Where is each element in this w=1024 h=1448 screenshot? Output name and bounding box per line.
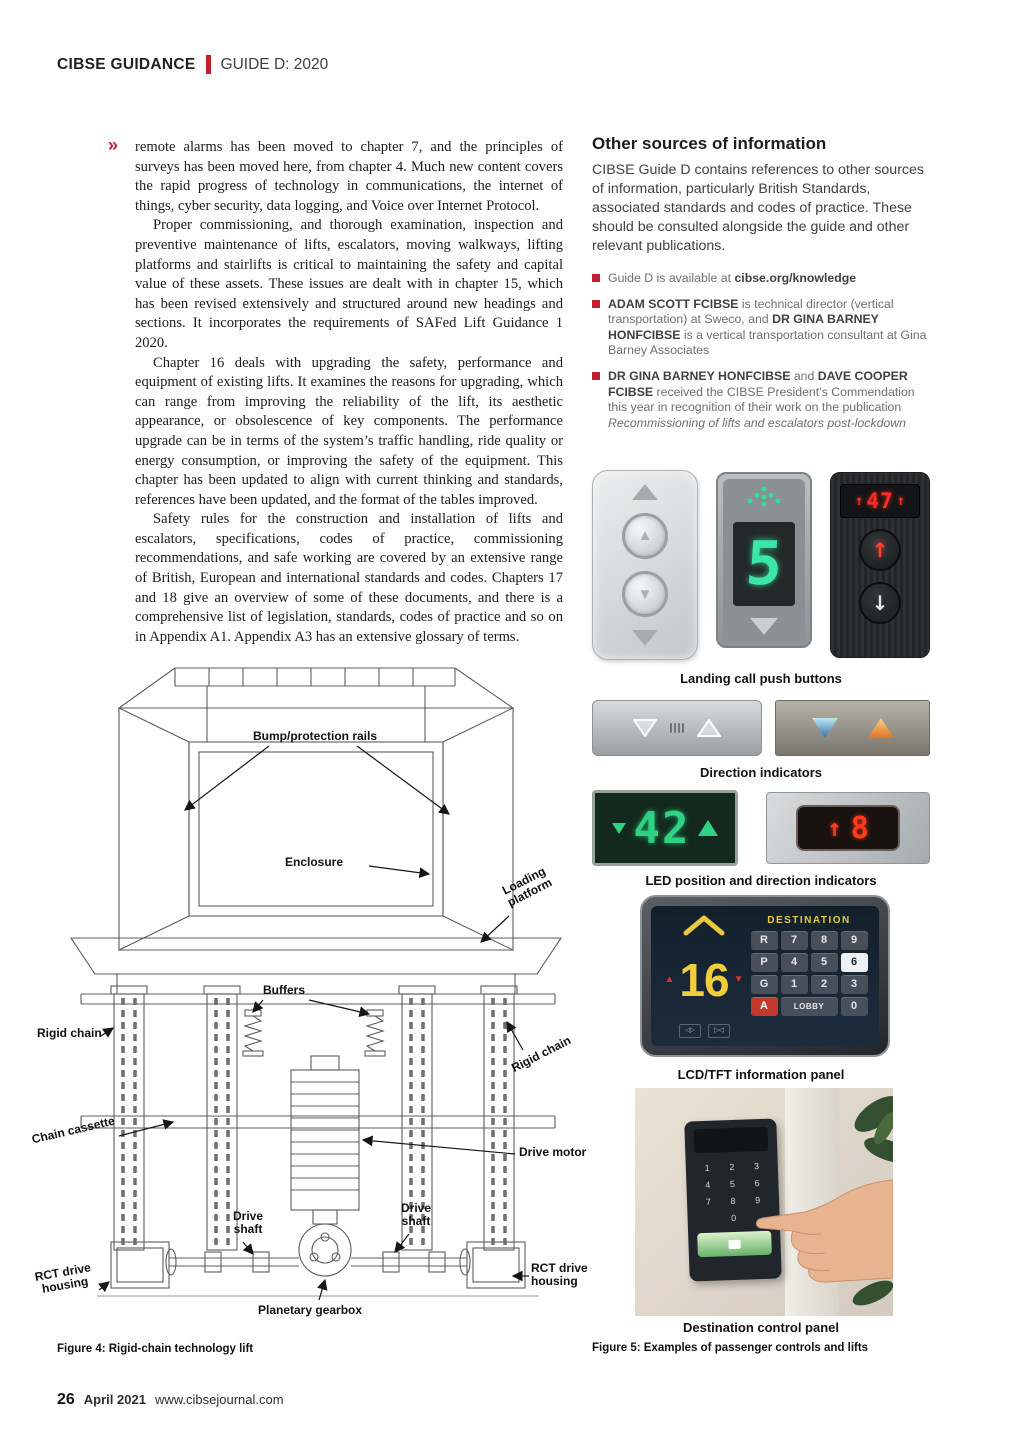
figure4-label: Enclosure [285, 855, 344, 869]
lcd-keypad-section [748, 914, 870, 1038]
yellow-chevron-up-icon [677, 914, 731, 936]
figure4-label: Loading platform [499, 863, 555, 910]
led-caption: LED position and direction indicators [645, 873, 877, 888]
article-body [108, 135, 563, 647]
floor-number: 16 [679, 954, 729, 1006]
figure4-label: Chain cassette [30, 1113, 117, 1147]
led-screen [796, 805, 900, 851]
call-up-button-depiction: ↑ [859, 529, 901, 571]
red-up-arrow-icon: ↑ [827, 814, 842, 842]
page-number: 26 [57, 1391, 75, 1408]
red-up-triangle-icon: ▲ [664, 974, 675, 985]
green-down-arrow-icon [611, 822, 627, 835]
brand-title: CIBSE GUIDANCE [57, 55, 196, 73]
figure4-label: Rigid chain [509, 1033, 574, 1075]
panel-face [723, 479, 805, 641]
direction-indicator-lit-image [775, 700, 930, 756]
floor-number: 8 [850, 810, 869, 846]
lcd-key: 7 [781, 931, 808, 950]
lcd-key: 9 [841, 931, 868, 950]
call-down-button-depiction: ↓ [859, 582, 901, 624]
down-triangle-icon [750, 618, 778, 635]
figure4-caption: Figure 4: Rigid-chain technology lift [57, 1343, 254, 1355]
page-header [57, 55, 328, 74]
door-icons-row [679, 1024, 730, 1038]
bullet-text: Guide D is available at cibse.org/knowledge [608, 271, 857, 285]
blue-down-triangle-icon [811, 717, 839, 739]
lift-line-drawing [57, 650, 580, 1330]
orange-up-triangle-icon [867, 717, 895, 739]
keypad-digit: 5 [729, 1178, 736, 1190]
keypad-digit: 2 [729, 1161, 735, 1173]
landing-caption: Landing call push buttons [680, 671, 842, 686]
lcd-key: 3 [841, 975, 868, 994]
lcd-screen [651, 906, 879, 1046]
direction-caption: Direction indicators [699, 765, 823, 780]
figure4-label: Buffers [263, 983, 306, 997]
keypad-digit: 0 [730, 1212, 737, 1224]
floor-row [664, 954, 744, 1006]
led-floor-display [840, 484, 920, 518]
keypad-digit: 3 [753, 1161, 760, 1172]
call-down-button-depiction: ▼ [622, 571, 668, 617]
up-triangle-icon [632, 484, 658, 500]
bullet-item [592, 369, 932, 431]
bullet-item [592, 297, 932, 359]
down-triangle-icon [632, 630, 658, 646]
bullet-text: ADAM SCOTT FCIBSE is technical director (vertical transportation) at Sweco, and DR GINA BARNEY HONFCIBSE is a vertical transportation consultant at Gina Barney Associates [608, 296, 927, 358]
green-up-triangle-icon [697, 819, 719, 837]
keypad-digit: 9 [754, 1195, 761, 1206]
bullet-square-icon [592, 372, 600, 380]
up-triangle-outline-icon [697, 719, 721, 737]
paragraph: Safety rules for the construction and installation of lifts and escalators, specifications, codes of practice, commissioning recommendations, and safe working are covered by an extensive range of British, European and international standards and codes. Chapters 17 and 18 give an overview of some of these documents, and there is a comprehensive list of legislation, standards, codes of practice and so on in Appendix A1. Appendix A3 has an extensive glossary of terms. [135, 511, 563, 645]
landing-panel-round-buttons-image [592, 470, 698, 660]
lcd-key: P [751, 953, 778, 972]
figure4-label: Bump/protection rails [253, 729, 378, 743]
footer-url: www.cibsejournal.com [154, 1392, 284, 1407]
bullet-item [592, 271, 932, 287]
bullet-square-icon [592, 300, 600, 308]
down-triangle-outline-icon [633, 719, 657, 737]
red-led-indicator-image [766, 792, 930, 864]
sidebar-intro: CIBSE Guide D contains references to other sources of information, particularly British Standards, associated standards and codes of practice. These should be consulted alongside the guide and other relevant publications. [592, 162, 924, 254]
dotted-up-arrow-icon [742, 485, 786, 509]
paragraph [108, 135, 563, 216]
keypad-digit: 8 [730, 1195, 736, 1207]
floor-number: 42 [633, 802, 691, 854]
lcd-key: 1 [781, 975, 808, 994]
lcd-key: G [751, 975, 778, 994]
floor-number: 5 [743, 528, 785, 599]
keypad-digit: 7 [705, 1196, 712, 1207]
destination-control-panel-photo [635, 1088, 893, 1316]
speaker-grill-icon [670, 723, 684, 733]
paragraph: Proper commissioning, and thorough examination, inspection and preventive maintenance of lifts, escalators, moving walkways, lifting platforms and stairlifts is critical to maintaining the safety and capital value of these assets. These issues are dealt with in chapter 15, which has been revised extensively and structured around new headings and sections. It incorporates the requirements of SAFed Lift Guidance 1 2020. [135, 217, 563, 351]
destination-caption: Destination control panel [682, 1320, 839, 1335]
lcd-key-alarm: A [751, 997, 778, 1016]
lcd-floor-section [660, 914, 748, 1038]
page-footer [57, 1391, 284, 1409]
up-arrow-icon: ↑ [896, 493, 906, 509]
bullet-text: DR GINA BARNEY HONFCIBSE and DAVE COOPER FCIBSE received the CIBSE President’s Commendation this year in recognition of their work on the publication Recommissioning of lifts and escalators post-lockdown [608, 368, 915, 430]
figure4-label: Drive shaft [400, 1201, 432, 1228]
figure4-label: Planetary gearbox [258, 1303, 363, 1317]
keypad-digit: 6 [754, 1178, 760, 1189]
keypad-digit: 1 [704, 1162, 710, 1173]
divider-bar [206, 55, 211, 74]
floor-number: 47 [866, 489, 894, 513]
keypad-digit: 4 [705, 1179, 711, 1190]
lcd-caption: LCD/TFT information panel [677, 1067, 845, 1082]
lcd-key: 0 [841, 997, 868, 1016]
landing-panel-dark-image [830, 472, 930, 658]
destination-key-grid [751, 931, 868, 1016]
footer-date: April 2021 [83, 1392, 146, 1407]
figure4-label: Drive motor [519, 1145, 587, 1159]
destination-title: DESTINATION [767, 915, 851, 926]
lcd-key: 8 [811, 931, 838, 950]
chevron-marker: » [108, 135, 119, 155]
up-arrow-icon: ↑ [854, 493, 864, 509]
figure-4 [30, 650, 588, 1370]
figure5-caption: Figure 5: Examples of passenger controls and lifts [592, 1342, 869, 1354]
door-open-icon: ◁▷ [679, 1024, 701, 1038]
red-down-triangle-icon: ▼ [733, 974, 744, 985]
pointing-hand [635, 1088, 893, 1316]
lcd-key: 5 [811, 953, 838, 972]
figure4-label: Rigid chain [37, 1026, 102, 1040]
sidebar-heading: Other sources of information [592, 134, 827, 153]
figure4-label: RCT drive housing [33, 1260, 92, 1296]
direction-indicator-outline-image [592, 700, 762, 756]
sidebar-bullet-list [592, 271, 932, 431]
green-led-indicator-image [592, 790, 738, 866]
figure4-label: Drive shaft [232, 1209, 264, 1236]
lcd-key: 2 [811, 975, 838, 994]
paragraph: Chapter 16 deals with upgrading the safety, performance and equipment of existing lifts. It examines the reasons for upgrading, which can range from improving the reliability of the lift, its aesthetic appearance, or obsolescence of key components. The performance upgrade can be in terms of the system’s traffic handling, ride quality or energy consumption, or improving the safety of the equipment. This chapter has been updated to align with current thinking and standards, references have been updated, and the format of the tables improved. [135, 354, 563, 508]
landing-panel-digital-display-image [716, 472, 812, 648]
figure4-label: RCT drive housing [531, 1261, 588, 1288]
door-close-icon: ▷◁ [708, 1024, 730, 1038]
lcd-information-panel-image [640, 895, 890, 1057]
lcd-key: R [751, 931, 778, 950]
paragraph-text: remote alarms has been moved to chapter 7, and the principles of surveys has been moved here, from chapter 4. Much new content covers the rapid progress of technology in communications, the internet of things, cyber security, data logging, and Voice over Internet Protocol. [135, 139, 563, 214]
lcd-key: 4 [781, 953, 808, 972]
lcd-key-selected: 6 [841, 953, 868, 972]
floor-display [733, 522, 795, 606]
bullet-square-icon [592, 274, 600, 282]
call-up-button-depiction: ▲ [622, 513, 668, 559]
issue-label: GUIDE D: 2020 [220, 55, 329, 73]
lcd-key-lobby: LOBBY [781, 997, 838, 1016]
sidebar [592, 134, 932, 441]
